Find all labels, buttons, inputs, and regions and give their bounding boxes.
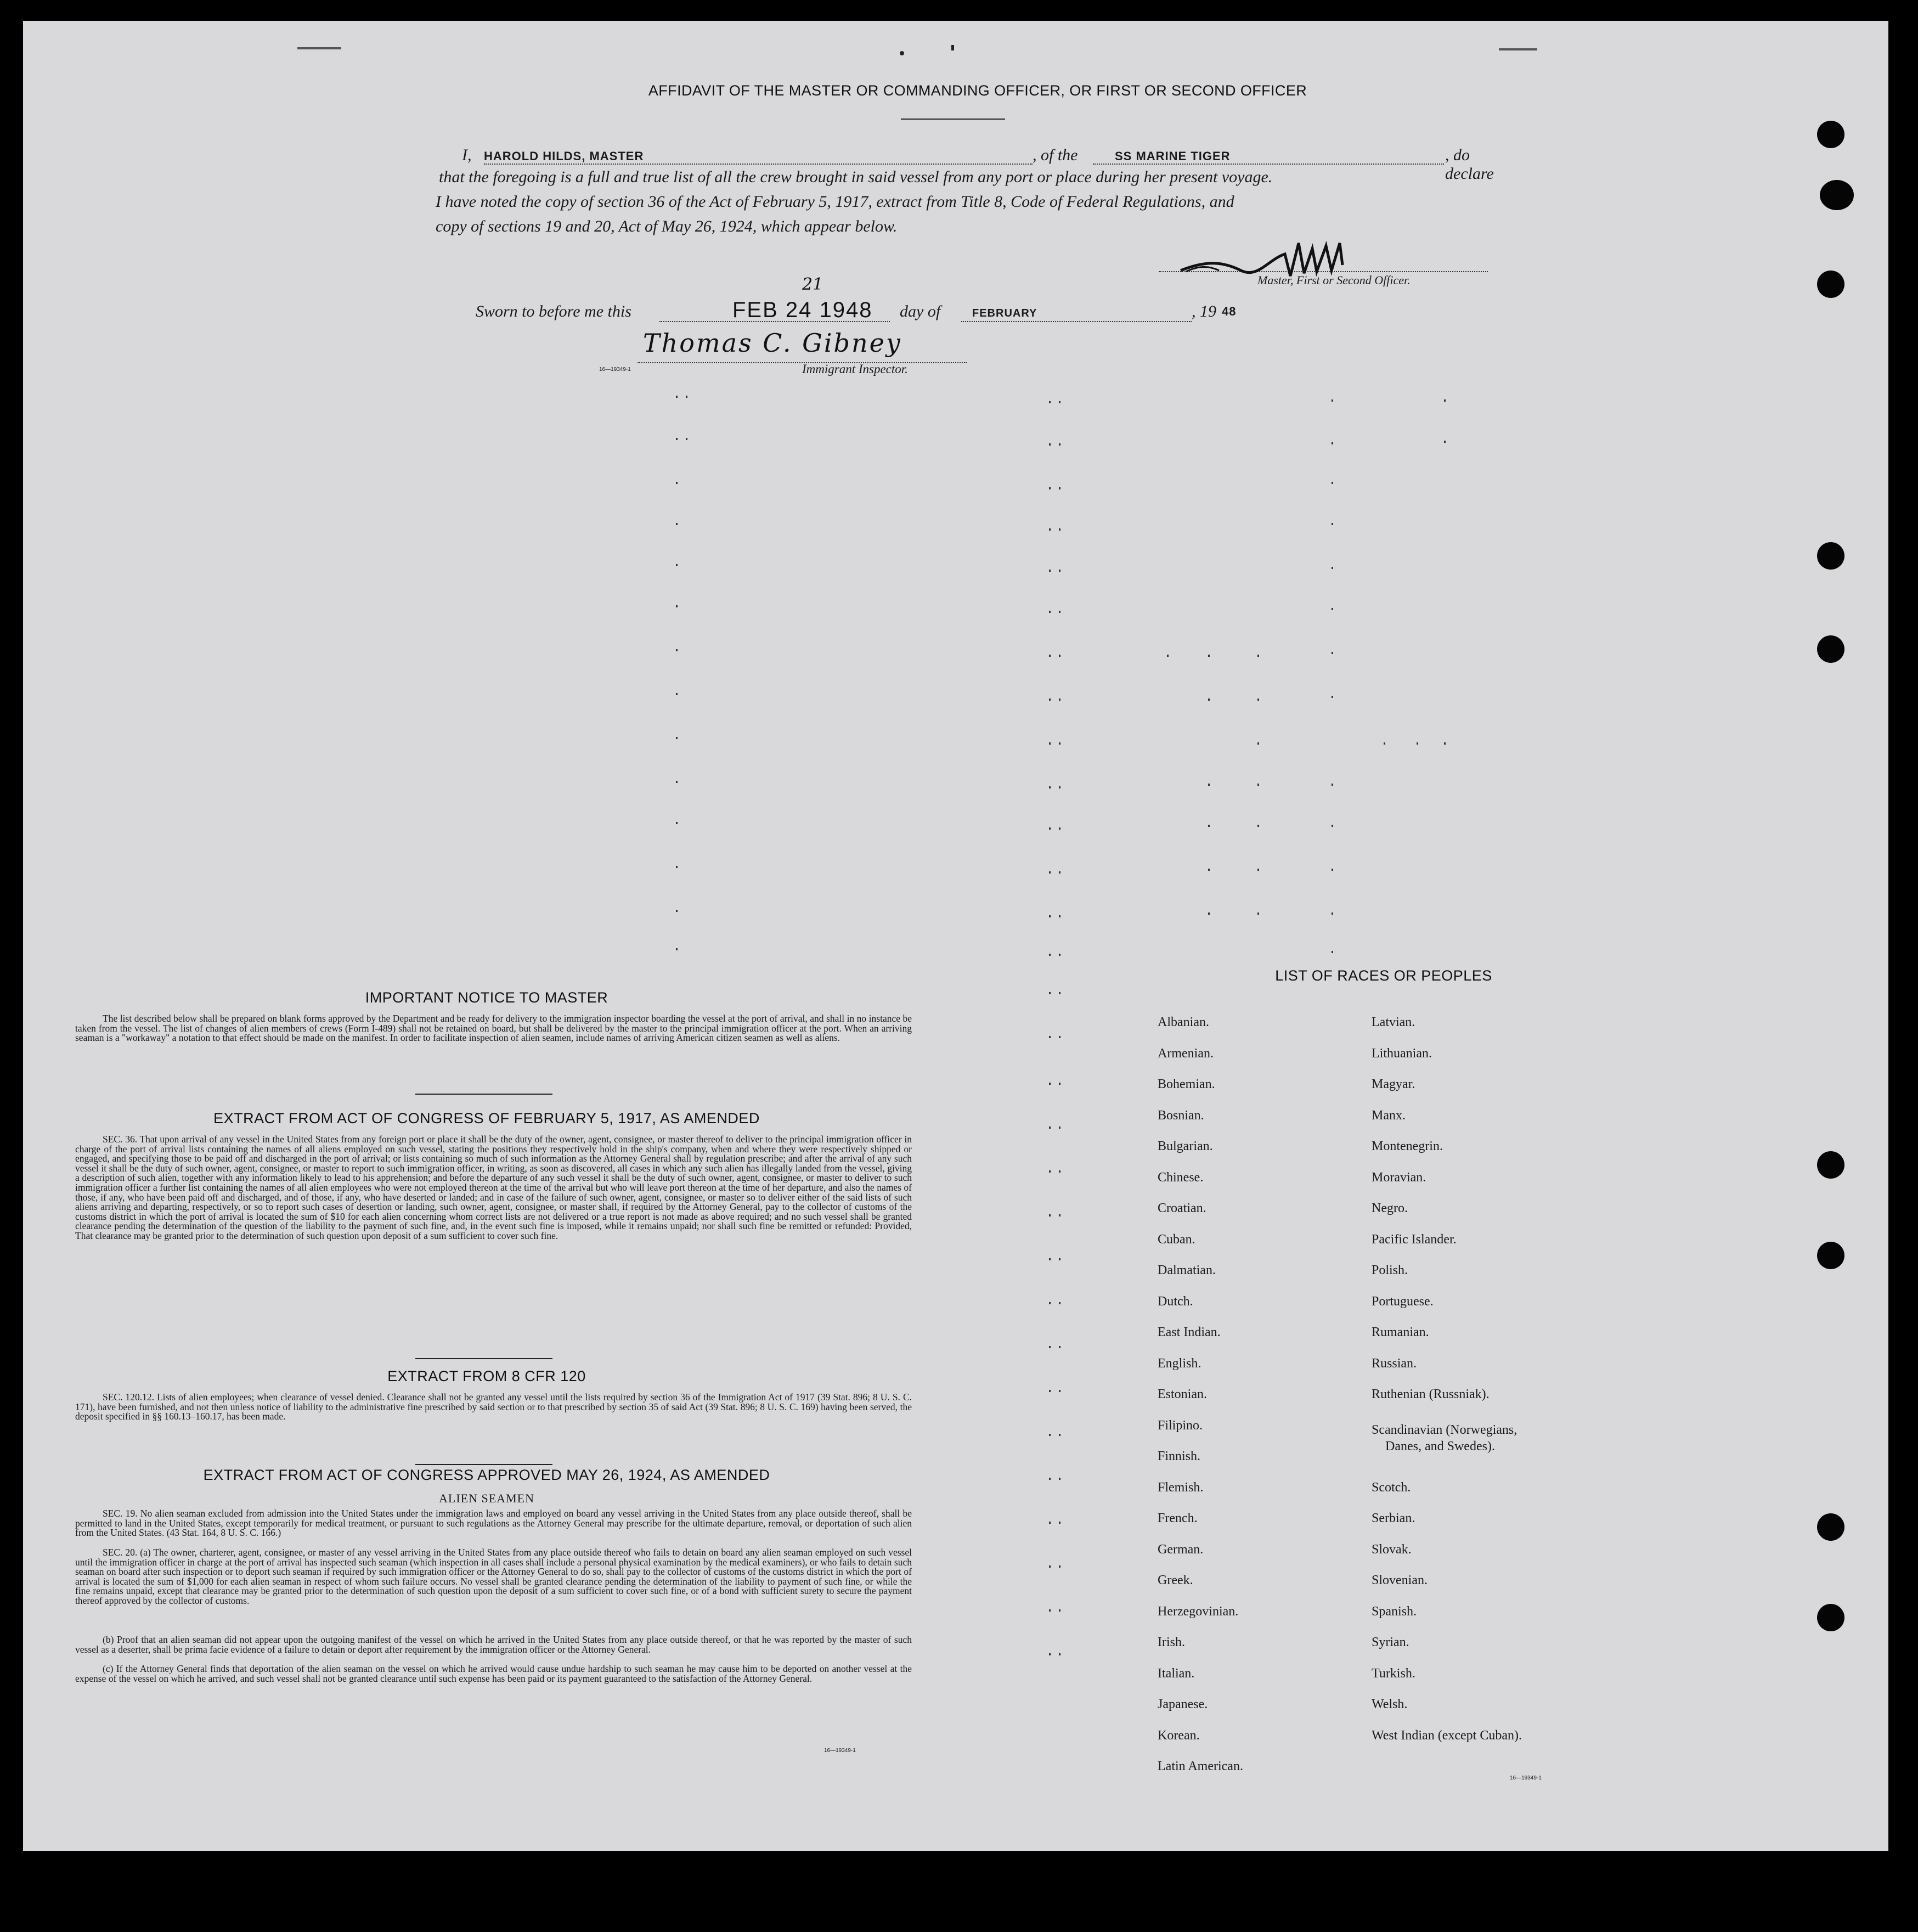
- scan-mark-2: [900, 51, 904, 55]
- bleed-dot: [1208, 655, 1210, 657]
- punch-hole: [1817, 1604, 1844, 1631]
- bleed-dot: [1257, 869, 1259, 871]
- declaration-line-3: I have noted the copy of section 36 of the Act of February 5, 1917, extract from Title 8, Code of Federal Regulations, and: [436, 193, 1234, 211]
- race-item: Flemish.: [1158, 1480, 1204, 1495]
- bleed-dot: [1049, 1346, 1051, 1348]
- race-item: Chinese.: [1158, 1170, 1204, 1185]
- race-item: Bulgarian.: [1158, 1139, 1213, 1153]
- bleed-dot: [1332, 442, 1333, 444]
- bleed-dot: [1059, 1346, 1060, 1348]
- race-item: East Indian.: [1158, 1325, 1221, 1339]
- race-item: Portuguese.: [1372, 1294, 1434, 1309]
- bleed-dot: [1059, 1302, 1060, 1304]
- bleed-dot: [1059, 528, 1060, 531]
- bleed-dot: [1049, 1083, 1051, 1085]
- of-the-label: , of the: [1033, 146, 1078, 164]
- bleed-dot: [1444, 399, 1446, 402]
- bleed-dot: [1208, 784, 1210, 786]
- race-item: Dutch.: [1158, 1294, 1193, 1309]
- notice-title: IMPORTANT NOTICE TO MASTER: [365, 989, 608, 1006]
- day-of-label: day of: [900, 302, 941, 320]
- bleed-dot: [1049, 742, 1051, 745]
- bleed-dot: [686, 438, 687, 440]
- race-item: Finnish.: [1158, 1449, 1201, 1463]
- bleed-dot: [676, 693, 678, 695]
- bleed-dot: [1167, 655, 1169, 657]
- year-suffix: 48: [1222, 305, 1237, 318]
- race-item: Bohemian.: [1158, 1077, 1215, 1091]
- sworn-date-stamp: FEB 24 1948: [732, 298, 873, 322]
- bleed-dot: [1332, 482, 1333, 484]
- bleed-dot: [1059, 699, 1060, 701]
- bleed-dot: [1384, 742, 1385, 745]
- inspector-caption: Immigrant Inspector.: [802, 362, 908, 376]
- bleed-dot: [1257, 784, 1259, 786]
- extract-1924-sec19: SEC. 19. No alien seaman excluded from admission into the United States under the immigration laws and employed on board any vessel arriving in the United States from any place outside thereof, shall be permitted to land in the United States, except temporarily for medical treatment, or pursuant to such regulations as the Attorney General may prescribe for the ultimate departure, removal, or deportation of such alien from the United States. (43 Stat. 164, 8 U. S. C. 166.): [75, 1508, 912, 1539]
- race-item: Russian.: [1372, 1356, 1417, 1371]
- master-name-value: HAROLD HILDS, MASTER: [484, 149, 644, 163]
- bleed-dot: [1332, 696, 1333, 698]
- scan-mark-3: [951, 45, 954, 50]
- bleed-dot: [676, 523, 678, 525]
- race-item: Negro.: [1372, 1201, 1408, 1215]
- race-item: Welsh.: [1372, 1697, 1408, 1711]
- bleed-dot: [1049, 401, 1051, 403]
- extract-1917-title: EXTRACT FROM ACT OF CONGRESS OF FEBRUARY 5, 1917, AS AMENDED: [213, 1110, 760, 1126]
- month-value: FEBRUARY: [972, 307, 1037, 319]
- bleed-dot: [1257, 825, 1259, 827]
- bleed-dot: [1049, 487, 1051, 489]
- extract-1917-rule: [415, 1358, 552, 1359]
- affidavit-title: AFFIDAVIT OF THE MASTER OR COMMANDING OFFICER, OR FIRST OR SECOND OFFICER: [648, 82, 1307, 99]
- bleed-dot: [676, 605, 678, 607]
- bleed-dot: [1059, 655, 1060, 657]
- bleed-dot: [1049, 1302, 1051, 1304]
- bleed-dot: [1059, 1653, 1060, 1655]
- bleed-dot: [1257, 742, 1259, 745]
- bleed-dot: [1257, 913, 1259, 915]
- scan-mark-4: [1499, 48, 1537, 50]
- master-name-field: [484, 146, 1033, 165]
- race-item: Cuban.: [1158, 1232, 1195, 1247]
- race-item: Latvian.: [1372, 1015, 1415, 1029]
- bleed-dot: [1049, 1126, 1051, 1129]
- sworn-line: [476, 275, 1271, 325]
- bleed-dot: [676, 822, 678, 824]
- master-signature-caption: Master, First or Second Officer.: [1257, 273, 1411, 287]
- races-title: LIST OF RACES OR PEOPLES: [1275, 967, 1492, 984]
- extract-cfr-body: SEC. 120.12. Lists of alien employees; when clearance of vessel denied. Clearance shall not be granted any vessel until the lists required by section 36 of the Immigration Act of 1917 (39 Stat. 896; 8 U. S. C. 171), have been furnished, and not then unless notice of liability to the administrative fine prescribed by said section or to that prescribed by section 35 of said Act (39 Stat. 896; 8 U. S. C. 169) having been served, the deposit specified in §§ 160.13–160.17, has been made.: [75, 1392, 912, 1422]
- bleed-dot: [1208, 825, 1210, 827]
- race-item: Rumanian.: [1372, 1325, 1429, 1339]
- race-item: Slovak.: [1372, 1542, 1412, 1557]
- bleed-dot: [1417, 742, 1418, 745]
- bleed-dot: [1332, 784, 1333, 786]
- bleed-dot: [1059, 1083, 1060, 1085]
- race-item: Japanese.: [1158, 1697, 1208, 1711]
- bleed-dot: [1049, 699, 1051, 701]
- race-item: Serbian.: [1372, 1511, 1415, 1525]
- bleed-dot: [686, 396, 687, 398]
- bleed-dot: [1049, 1170, 1051, 1173]
- bleed-dot: [1332, 399, 1333, 402]
- declaration-line-4: copy of sections 19 and 20, Act of May 26, 1924, which appear below.: [436, 217, 898, 235]
- title-rule: [901, 119, 1005, 120]
- bleed-dot: [1059, 827, 1060, 830]
- bleed-dot: [1049, 611, 1051, 613]
- bleed-dot: [1059, 443, 1060, 446]
- bleed-dot: [1049, 871, 1051, 874]
- bleed-dot: [1059, 1565, 1060, 1568]
- race-item: Turkish.: [1372, 1666, 1415, 1681]
- bleed-dot: [1049, 1434, 1051, 1436]
- bleed-dot: [1059, 570, 1060, 572]
- punch-hole: [1817, 271, 1844, 298]
- scan-mark-1: [297, 47, 341, 49]
- bleed-dot: [1332, 652, 1333, 654]
- race-item: Armenian.: [1158, 1046, 1214, 1061]
- bleed-dot: [1049, 786, 1051, 788]
- bleed-dot: [1332, 608, 1333, 610]
- punch-hole: [1817, 1513, 1844, 1541]
- bleed-dot: [676, 649, 678, 651]
- bleed-dot: [1208, 913, 1210, 915]
- bleed-dot: [1059, 786, 1060, 788]
- bleed-dot: [1059, 954, 1060, 956]
- bleed-dot: [1059, 742, 1060, 745]
- race-item: West Indian (except Cuban).: [1372, 1728, 1522, 1743]
- race-item: Estonian.: [1158, 1387, 1207, 1401]
- bleed-dot: [1049, 1609, 1051, 1612]
- bleed-dot: [1059, 1478, 1060, 1480]
- bleed-dot: [1059, 611, 1060, 613]
- race-item: Pacific Islander.: [1372, 1232, 1457, 1247]
- bleed-dot: [1208, 699, 1210, 701]
- bleed-dot: [1049, 1214, 1051, 1216]
- bleed-dot: [1444, 742, 1446, 745]
- bleed-dot: [1049, 827, 1051, 830]
- bleed-dot: [1059, 487, 1060, 489]
- do-declare-label: , do declare: [1445, 146, 1494, 183]
- bleed-dot: [1332, 825, 1333, 827]
- extract-1924-sec20a: SEC. 20. (a) The owner, charterer, agent, consignee, or master of any vessel arriving in the United States from any place outside thereof who fails to detain on board any alien seaman employed on such vessel until the immigration officer in charge at the port of arrival has inspected such seaman (which inspection in all cases shall include a personal physical examination by the medical examiners), or who fails to detain such seaman on board after such inspection or to deport such seaman if required by such immigration officer or the Attorney General to do so, shall pay to the collector of customs of the customs district in which the port of arrival is located the sum of $1,000 for each alien seaman in respect of whom such failure occurs. No vessel shall be granted clearance pending the determination of the liability to payment of such fine, or while the fine remains unpaid, except that clearance may be granted prior to the determination of such question upon the deposit of a sum sufficient to cover such fine, or of a bond with sufficient surety to secure the payment thereof approved by the collector of customs.: [75, 1547, 912, 1606]
- race-item: Slovenian.: [1372, 1573, 1428, 1587]
- inspector-signature: Thomas C. Gibney: [643, 328, 902, 358]
- race-item: Moravian.: [1372, 1170, 1426, 1185]
- bleed-dot: [676, 866, 678, 868]
- bleed-dot: [1049, 1478, 1051, 1480]
- punch-hole: [1817, 542, 1844, 570]
- sworn-prefix: Sworn to before me this: [476, 302, 631, 320]
- race-item: Filipino.: [1158, 1418, 1203, 1433]
- bleed-dot: [1059, 1214, 1060, 1216]
- punch-hole: [1817, 1242, 1844, 1269]
- bleed-dot: [1049, 1653, 1051, 1655]
- bleed-dot: [676, 438, 678, 440]
- bleed-dot: [1332, 523, 1333, 525]
- bleed-dot: [1059, 1170, 1060, 1173]
- bleed-dot: [1059, 1126, 1060, 1129]
- extract-1924-subtitle: ALIEN SEAMEN: [439, 1491, 534, 1505]
- bleed-dot: [1059, 915, 1060, 917]
- race-item: Dalmatian.: [1158, 1263, 1216, 1277]
- race-item: Albanian.: [1158, 1015, 1209, 1029]
- extract-cfr-rule: [415, 1464, 552, 1465]
- declaration-line-2: that the foregoing is a full and true list of all the crew brought in said vessel from any port or place during her present voyage.: [439, 168, 1273, 186]
- bleed-dot: [676, 781, 678, 783]
- race-item: Polish.: [1372, 1263, 1408, 1277]
- race-item: Spanish.: [1372, 1604, 1417, 1619]
- bleed-dot: [1049, 528, 1051, 531]
- bleed-dot: [1049, 1565, 1051, 1568]
- i-prefix: I,: [462, 146, 472, 164]
- extract-cfr-title: EXTRACT FROM 8 CFR 120: [387, 1368, 586, 1384]
- bleed-dot: [676, 564, 678, 566]
- bleed-dot: [676, 482, 678, 484]
- extract-1924-sec20c: (c) If the Attorney General finds that deportation of the alien seaman on the vessel on which he arrived would cause undue hardship to such seaman he may cause him to be deported on another vessel at the expense of the vessel on which he arrived, and such vessel shall not be granted clearance until such expense has been paid or its payment guaranteed to the satisfaction of the Attorney General.: [75, 1663, 912, 1684]
- bleed-dot: [1332, 951, 1333, 953]
- bleed-dot: [1059, 871, 1060, 874]
- bleed-dot: [1049, 1390, 1051, 1392]
- bleed-dot: [676, 737, 678, 739]
- race-item: Lithuanian.: [1372, 1046, 1432, 1061]
- extract-1924-sec20b: (b) Proof that an alien seaman did not appear upon the outgoing manifest of the vessel on which he arrived in the United States from any place outside thereof, or that he was reported by the master of such vessel as a deserter, shall be prima facie evidence of a failure to detain or deport after requirement by the immigration officer or the Attorney General.: [75, 1634, 912, 1655]
- bleed-dot: [676, 948, 678, 950]
- bleed-dot: [1049, 443, 1051, 446]
- bleed-dot: [1049, 915, 1051, 917]
- bleed-dot: [1049, 1522, 1051, 1524]
- race-item: Greek.: [1158, 1573, 1193, 1587]
- bleed-dot: [1059, 401, 1060, 403]
- bleed-dot: [1049, 655, 1051, 657]
- bleed-dot: [1208, 869, 1210, 871]
- bleed-dot: [1059, 1434, 1060, 1436]
- bleed-dot: [1049, 1036, 1051, 1038]
- race-item: Croatian.: [1158, 1201, 1206, 1215]
- race-item: Irish.: [1158, 1635, 1185, 1649]
- vessel-name-field: [1093, 146, 1444, 165]
- race-item: Scotch.: [1372, 1480, 1411, 1495]
- race-item: Montenegrin.: [1372, 1139, 1443, 1153]
- punch-hole: [1817, 1151, 1844, 1179]
- race-item: Magyar.: [1372, 1077, 1415, 1091]
- bleed-dot: [1059, 992, 1060, 994]
- race-item: Italian.: [1158, 1666, 1195, 1681]
- race-item: German.: [1158, 1542, 1204, 1557]
- race-item: Manx.: [1372, 1108, 1406, 1123]
- bleed-dot: [1049, 992, 1051, 994]
- race-item: English.: [1158, 1356, 1201, 1371]
- extract-1924-title: EXTRACT FROM ACT OF CONGRESS APPROVED MAY 26, 1924, AS AMENDED: [203, 1467, 770, 1483]
- notice-rule: [415, 1094, 552, 1095]
- race-item: Danes, and Swedes).: [1385, 1439, 1495, 1454]
- document-sheet: [23, 21, 1888, 1851]
- race-item: Bosnian.: [1158, 1108, 1204, 1123]
- form-number-bottom-right: 16—19349-1: [1510, 1775, 1542, 1781]
- bleed-dot: [1049, 1258, 1051, 1260]
- race-item: Herzegovinian.: [1158, 1604, 1239, 1619]
- year-prefix: , 19: [1192, 302, 1216, 320]
- vessel-name-value: SS MARINE TIGER: [1115, 149, 1231, 163]
- bleed-dot: [676, 396, 678, 398]
- punch-hole: [1820, 180, 1854, 210]
- form-number-top: 16—19349-1: [599, 367, 631, 373]
- sworn-date-correction: 21: [802, 275, 823, 294]
- race-item: Korean.: [1158, 1728, 1200, 1743]
- bleed-dot: [1059, 1522, 1060, 1524]
- race-item: Latin American.: [1158, 1759, 1243, 1773]
- bleed-dot: [1257, 655, 1259, 657]
- bleed-dot: [1049, 570, 1051, 572]
- bleed-dot: [1059, 1036, 1060, 1038]
- bleed-dot: [1257, 699, 1259, 701]
- bleed-dot: [676, 910, 678, 912]
- form-number-bottom-left: 16—19349-1: [824, 1748, 856, 1754]
- race-item: Ruthenian (Russniak).: [1372, 1387, 1490, 1401]
- race-item: French.: [1158, 1511, 1198, 1525]
- race-item: Syrian.: [1372, 1635, 1409, 1649]
- bleed-dot: [1332, 913, 1333, 915]
- race-item: Scandinavian (Norwegians,: [1372, 1423, 1518, 1437]
- bleed-dot: [1059, 1390, 1060, 1392]
- bleed-dot: [1049, 954, 1051, 956]
- extract-1917-body: SEC. 36. That upon arrival of any vessel in the United States from any foreign port or place it shall be the duty of the owner, agent, consignee, or master thereof to deliver to the principal immigration officer in charge of the port of arrival lists containing the names of all aliens employed on such vessel, stating the positions they respectively hold in the ship's company, when and where they were respectively shipped or engaged, and specifying those to be paid off and discharged in the port of arrival; or lists containing so much of such information as the Attorney General shall by regulation prescribe; and after the arrival of any such vessel it shall be the duty of such owner, agent, consignee, or master to report to such immigration officer, in writing, as soon as discovered, all cases in which any such alien has illegally landed from the vessel, giving a description of such alien, together with any information likely to lead to his apprehension; and before the departure of any such vessel it shall be the duty of such owner, agent, consignee, or master to deliver to such immigration officer a further list containing the names of all alien employees who were not employed thereon at the time of the arrival but who will leave port thereon at the time of her departure, and also the names of those, if any, who have been paid off and discharged, and of those, if any, who have deserted or landed; and in case of the failure of such owner, agent, consignee, or master so to deliver either of the said lists of such aliens arriving and departing, respectively, or so to report such cases of desertion or landing, such owner, agent, consignee, or master shall, if required by the Attorney General, pay to the collector of customs of the customs district in which the port of arrival is located the sum of $10 for each alien concerning whom correct lists are not delivered or a true report is not made as above required; and no such vessel shall be granted clearance pending the determination of the question of the liability to the payment of such fine, and, in the event such fine is imposed, while it remains unpaid; nor shall such fine be remitted or refunded: Provided, That clearance may be granted prior to the determination of such question upon deposit of a sum sufficient to cover such fine.: [75, 1134, 912, 1241]
- month-field: [961, 302, 1192, 322]
- bleed-dot: [1444, 441, 1446, 443]
- bleed-dot: [1332, 567, 1333, 569]
- bleed-dot: [1059, 1609, 1060, 1612]
- notice-body: The list described below shall be prepared on blank forms approved by the Department and be ready for delivery to the immigration inspector boarding the vessel at the port of arrival, and shall in no instance be taken from the vessel. The list of changes of alien members of crews (Form I-489) shall not be retained on board, but shall be delivered by the master to the principal immigration officer at the port. When an arriving seaman is a "workaway" a notation to that effect should be made on the manifest. In order to facilitate inspection of alien seamen, include names of arriving American citizen seamen as well as aliens.: [75, 1013, 912, 1044]
- punch-hole: [1817, 121, 1844, 148]
- bleed-dot: [1059, 1258, 1060, 1260]
- punch-hole: [1817, 635, 1844, 663]
- bleed-dot: [1332, 869, 1333, 871]
